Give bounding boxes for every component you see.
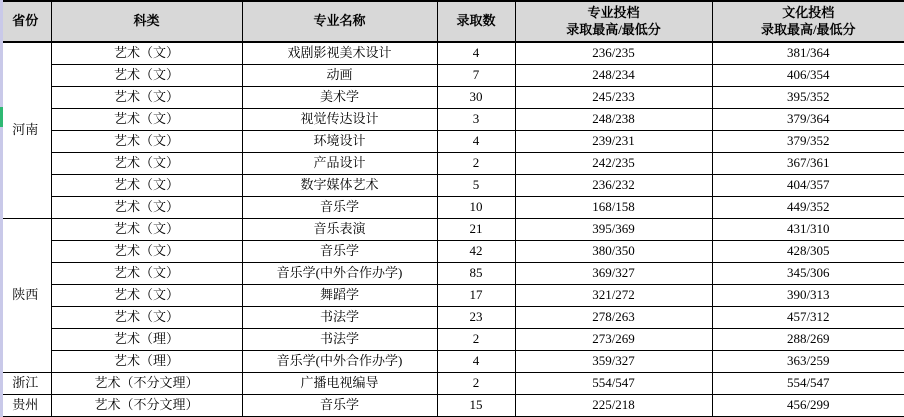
table-row — [0, 329, 904, 351]
count-cell: 3 — [437, 109, 515, 131]
count-cell: 4 — [437, 131, 515, 153]
table-row — [0, 153, 904, 175]
major-file-cell: 273/269 — [515, 329, 712, 351]
table-row — [0, 175, 904, 197]
col-header-category-label: 科类 — [133, 13, 160, 29]
major-file-cell: 248/234 — [515, 65, 712, 87]
major-cell: 书法学 — [242, 307, 437, 329]
col-header-culture-file-line2: 录取最高/最低分 — [760, 21, 856, 37]
culture-file-cell: 381/364 — [712, 42, 904, 65]
category-cell: 艺术（文） — [51, 175, 242, 197]
col-header-category — [51, 1, 242, 42]
major-file-cell: 236/235 — [515, 42, 712, 65]
major-cell: 环境设计 — [242, 131, 437, 153]
major-file-cell: 369/327 — [515, 263, 712, 285]
table-row — [0, 285, 904, 307]
table-header — [0, 1, 904, 42]
category-cell: 艺术（文） — [51, 131, 242, 153]
major-cell: 音乐表演 — [242, 219, 437, 241]
category-cell: 艺术（不分文理） — [51, 395, 242, 417]
count-cell: 85 — [437, 263, 515, 285]
major-file-cell: 239/231 — [515, 131, 712, 153]
category-cell: 艺术（理） — [51, 351, 242, 373]
culture-file-cell: 428/305 — [712, 241, 904, 263]
category-cell: 艺术（文） — [51, 219, 242, 241]
category-cell: 艺术（理） — [51, 329, 242, 351]
culture-file-cell: 395/352 — [712, 87, 904, 109]
culture-file-cell: 363/259 — [712, 351, 904, 373]
table-row — [0, 219, 904, 241]
culture-file-cell: 456/299 — [712, 395, 904, 417]
count-cell: 2 — [437, 329, 515, 351]
table-row — [0, 197, 904, 219]
count-cell: 2 — [437, 153, 515, 175]
major-file-cell: 554/547 — [515, 373, 712, 395]
category-cell: 艺术（文） — [51, 87, 242, 109]
table-row — [0, 351, 904, 373]
major-cell: 音乐学 — [242, 197, 437, 219]
major-file-cell: 359/327 — [515, 351, 712, 373]
major-file-cell: 236/232 — [515, 175, 712, 197]
culture-file-cell: 390/313 — [712, 285, 904, 307]
col-header-culture-file — [712, 1, 904, 42]
major-cell: 音乐学(中外合作办学) — [242, 263, 437, 285]
col-header-major-file-line2: 录取最高/最低分 — [566, 21, 661, 37]
count-cell: 4 — [437, 42, 515, 65]
col-header-major-file-line1: 专业投档 — [587, 5, 640, 21]
major-cell: 美术学 — [242, 87, 437, 109]
major-cell: 广播电视编导 — [242, 373, 437, 395]
province-cell: 浙江 — [0, 373, 51, 395]
culture-file-cell: 406/354 — [712, 65, 904, 87]
culture-file-cell: 554/547 — [712, 373, 904, 395]
table-row — [0, 373, 904, 395]
table-row — [0, 263, 904, 285]
table-row — [0, 131, 904, 153]
category-cell: 艺术（文） — [51, 307, 242, 329]
category-cell: 艺术（文） — [51, 197, 242, 219]
col-header-province — [0, 1, 51, 42]
count-cell: 7 — [437, 65, 515, 87]
major-cell: 音乐学 — [242, 395, 437, 417]
culture-file-cell: 379/352 — [712, 131, 904, 153]
major-file-cell: 380/350 — [515, 241, 712, 263]
major-file-cell: 168/158 — [515, 197, 712, 219]
culture-file-cell: 345/306 — [712, 263, 904, 285]
culture-file-cell: 449/352 — [712, 197, 904, 219]
category-cell: 艺术（文） — [51, 65, 242, 87]
culture-file-cell: 431/310 — [712, 219, 904, 241]
major-cell: 戏剧影视美术设计 — [242, 42, 437, 65]
major-file-cell: 321/272 — [515, 285, 712, 307]
count-cell: 23 — [437, 307, 515, 329]
major-cell: 动画 — [242, 65, 437, 87]
col-header-count — [437, 1, 515, 42]
col-header-major-file — [515, 1, 712, 42]
table-row — [0, 42, 904, 65]
category-cell: 艺术（文） — [51, 153, 242, 175]
col-header-province-label: 省份 — [12, 13, 39, 29]
col-header-culture-file-line1: 文化投档 — [782, 5, 835, 21]
culture-file-cell: 404/357 — [712, 175, 904, 197]
culture-file-cell: 457/312 — [712, 307, 904, 329]
col-header-major-label: 专业名称 — [313, 13, 366, 29]
major-file-cell: 248/238 — [515, 109, 712, 131]
count-cell: 2 — [437, 373, 515, 395]
count-cell: 42 — [437, 241, 515, 263]
culture-file-cell: 288/269 — [712, 329, 904, 351]
header-row — [0, 1, 904, 42]
table-row — [0, 87, 904, 109]
table-row — [0, 65, 904, 87]
major-cell: 舞蹈学 — [242, 285, 437, 307]
province-cell: 河南 — [0, 42, 51, 219]
table-row — [0, 109, 904, 131]
category-cell: 艺术（不分文理） — [51, 373, 242, 395]
table-row — [0, 395, 904, 417]
category-cell: 艺术（文） — [51, 42, 242, 65]
major-cell: 书法学 — [242, 329, 437, 351]
count-cell: 30 — [437, 87, 515, 109]
major-cell: 视觉传达设计 — [242, 109, 437, 131]
major-cell: 数字媒体艺术 — [242, 175, 437, 197]
category-cell: 艺术（文） — [51, 109, 242, 131]
count-cell: 17 — [437, 285, 515, 307]
category-cell: 艺术（文） — [51, 241, 242, 263]
major-cell: 产品设计 — [242, 153, 437, 175]
count-cell: 15 — [437, 395, 515, 417]
major-cell: 音乐学(中外合作办学) — [242, 351, 437, 373]
province-cell: 陕西 — [0, 219, 51, 373]
col-header-major — [242, 1, 437, 42]
category-cell: 艺术（文） — [51, 285, 242, 307]
major-file-cell: 225/218 — [515, 395, 712, 417]
col-header-count-label: 录取数 — [456, 13, 496, 29]
count-cell: 10 — [437, 197, 515, 219]
culture-file-cell: 379/364 — [712, 109, 904, 131]
count-cell: 4 — [437, 351, 515, 373]
count-cell: 5 — [437, 175, 515, 197]
category-cell: 艺术（文） — [51, 263, 242, 285]
window-edge-marker — [0, 107, 3, 127]
culture-file-cell: 367/361 — [712, 153, 904, 175]
major-file-cell: 278/263 — [515, 307, 712, 329]
province-cell: 贵州 — [0, 395, 51, 417]
count-cell: 21 — [437, 219, 515, 241]
major-file-cell: 242/235 — [515, 153, 712, 175]
major-file-cell: 395/369 — [515, 219, 712, 241]
table-row — [0, 307, 904, 329]
major-cell: 音乐学 — [242, 241, 437, 263]
window-edge-strip — [0, 0, 3, 417]
table-row — [0, 241, 904, 263]
table-body — [0, 42, 904, 417]
major-file-cell: 245/233 — [515, 87, 712, 109]
